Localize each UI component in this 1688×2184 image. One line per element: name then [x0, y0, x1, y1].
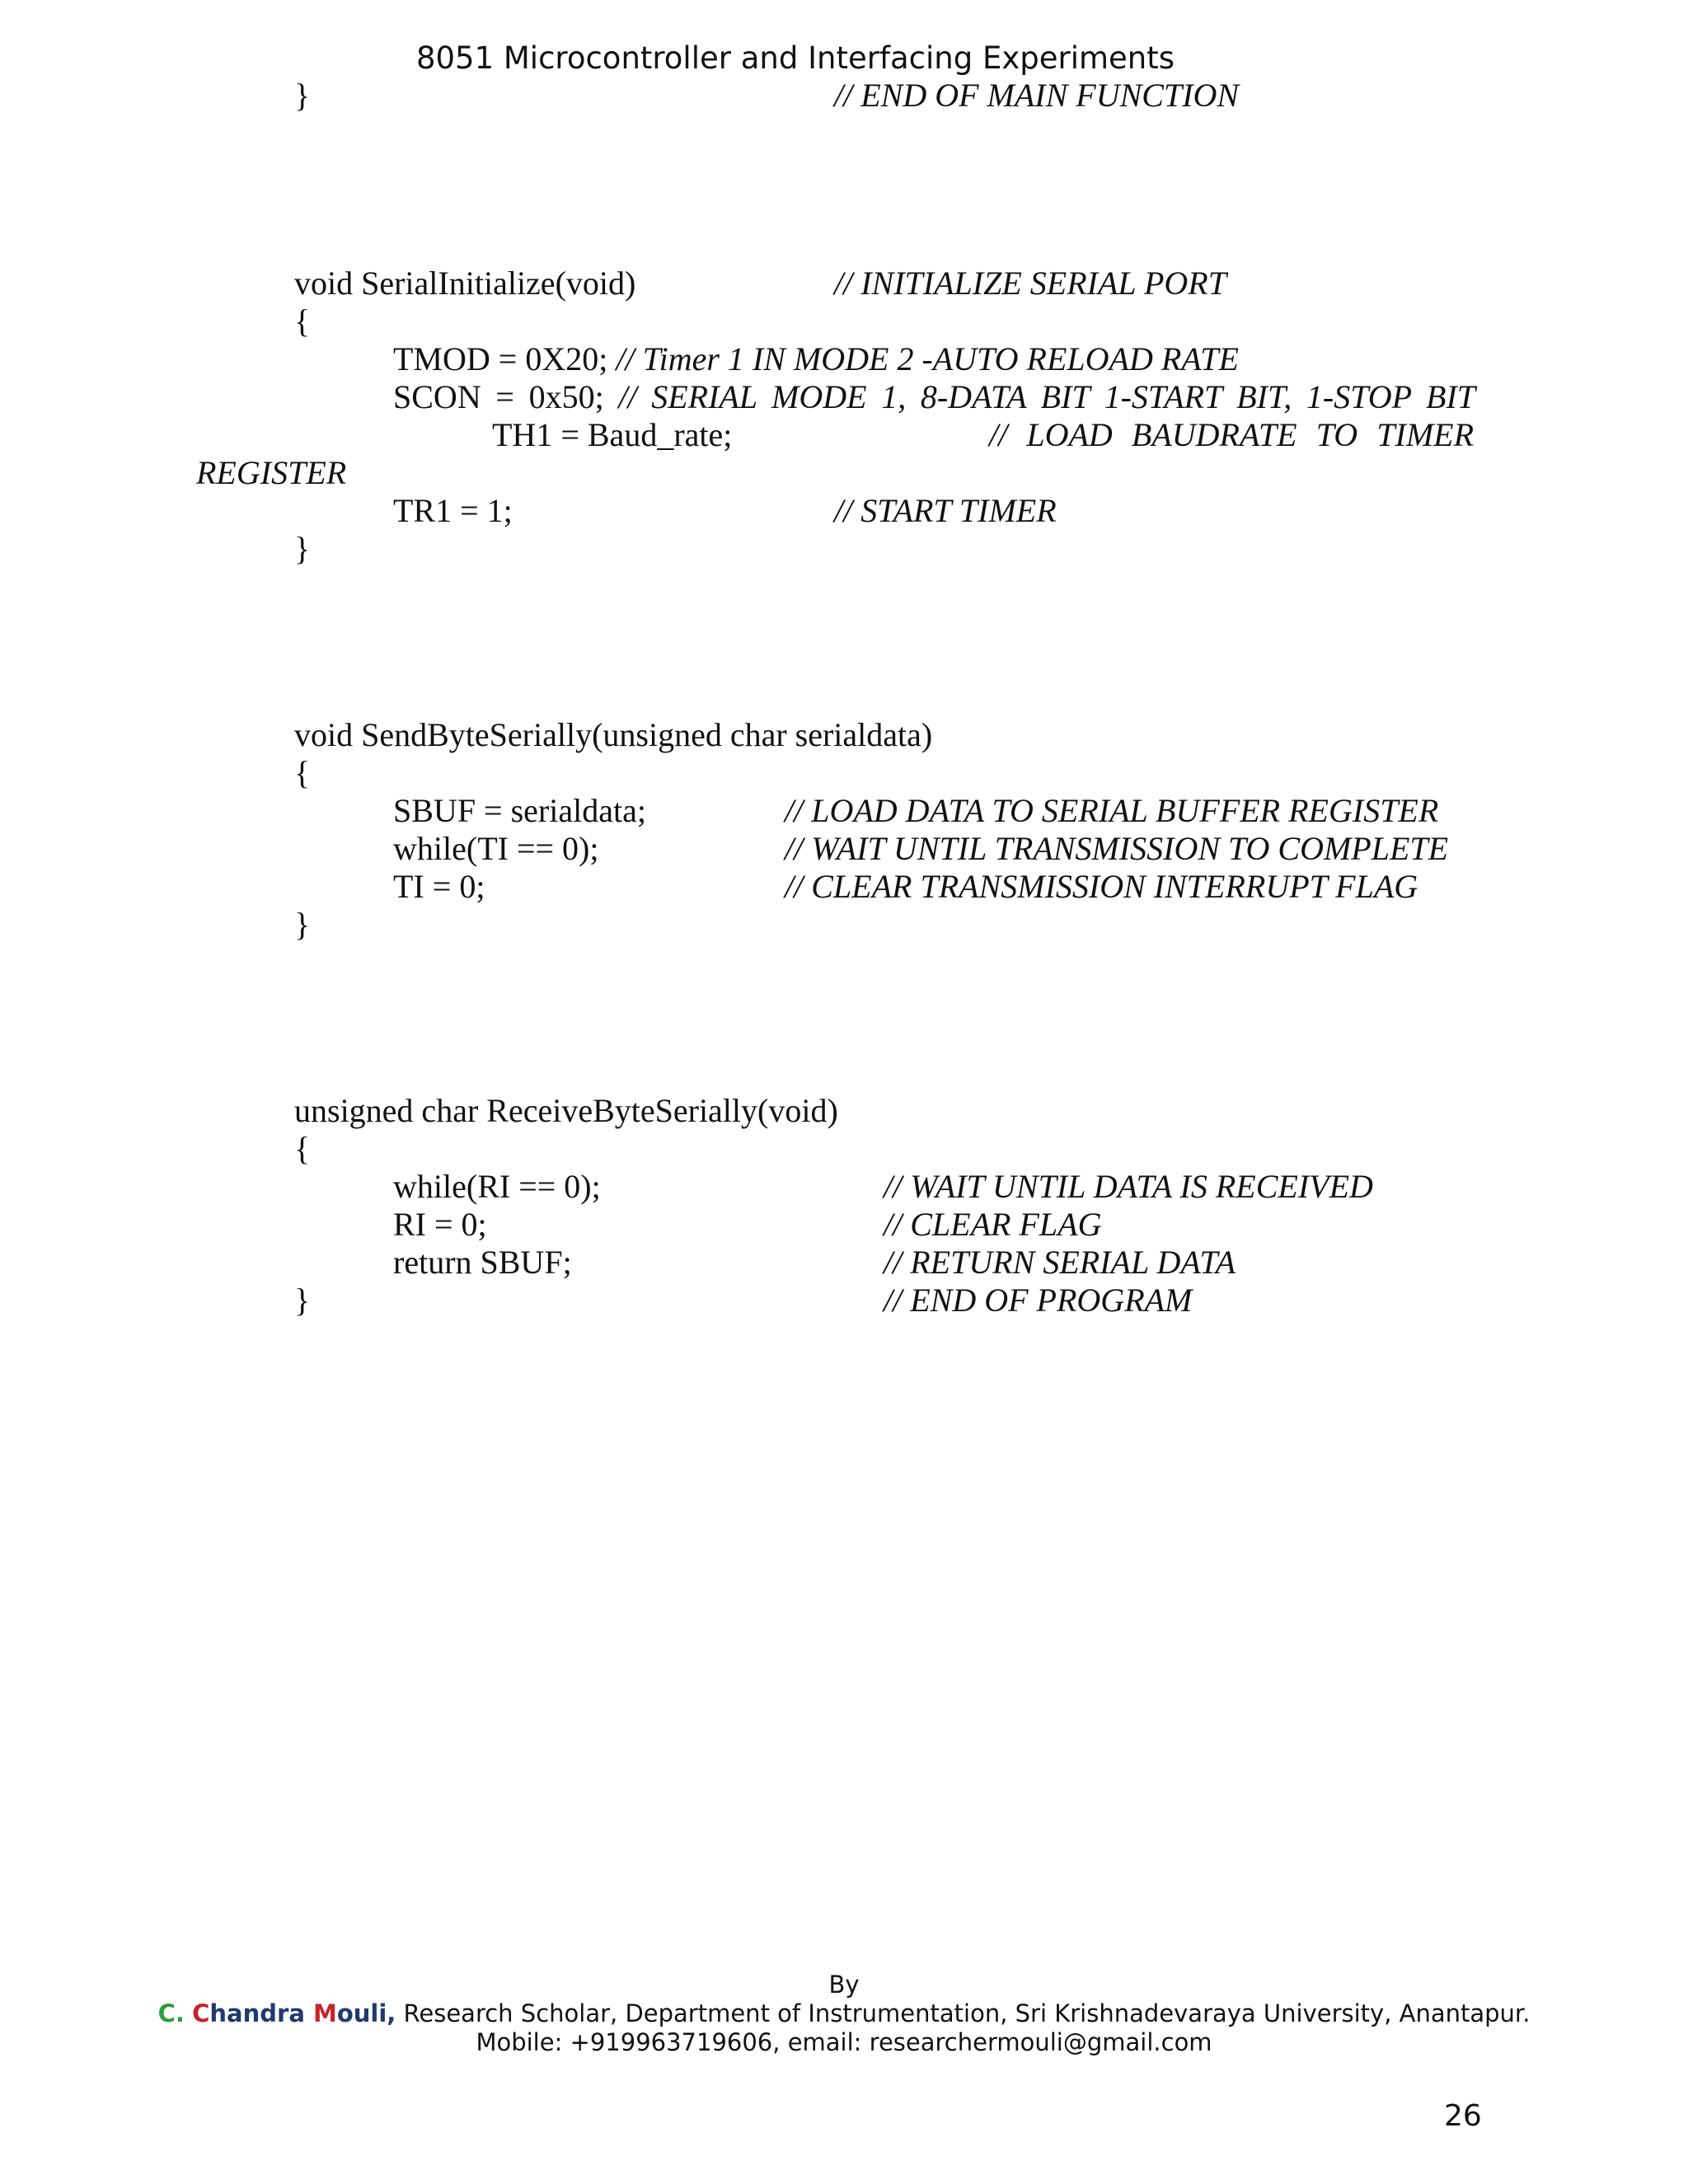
page-header-title: 8051 Microcontroller and Interfacing Experiments: [415, 40, 1175, 76]
return-sbuf-code: return SBUF;: [393, 1244, 572, 1281]
receive-byte-open-brace: {: [294, 1130, 311, 1167]
ri-wait-comment: // WAIT UNTIL DATA IS RECEIVED: [884, 1168, 1373, 1205]
ri-clear-comment: // CLEAR FLAG: [884, 1206, 1102, 1243]
ti-clear-code: TI = 0;: [393, 868, 485, 905]
ti-wait-code: while(TI == 0);: [393, 830, 599, 867]
footer-author-line: [0, 1999, 1688, 2028]
page-number: 26: [1444, 2099, 1482, 2133]
th1-comment: // LOAD BAUDRATE TO TIMER: [989, 416, 1474, 453]
receive-byte-close-brace: }: [294, 1282, 311, 1319]
serial-init-open-brace: {: [294, 302, 311, 340]
return-sbuf-comment: // RETURN SERIAL DATA: [884, 1244, 1236, 1281]
scon-comment: // SERIAL MODE 1, 8-DATA BIT 1-START BIT, 1-STOP BIT: [618, 378, 1476, 415]
scon-code: SCON = 0x50;: [393, 378, 604, 415]
sbuf-code: SBUF = serialdata;: [393, 792, 646, 829]
send-byte-close-brace: }: [294, 906, 311, 943]
ti-clear-comment: // CLEAR TRANSMISSION INTERRUPT FLAG: [785, 868, 1418, 905]
author-affiliation: Research Scholar, Department of Instrumentation, Sri Krishnadevaraya University, Anantapur.: [396, 1999, 1531, 2027]
end-program-comment: // END OF PROGRAM: [884, 1282, 1193, 1319]
th1-code: TH1 = Baud_rate;: [492, 416, 733, 453]
sbuf-comment: // LOAD DATA TO SERIAL BUFFER REGISTER: [785, 792, 1439, 829]
footer-by: By: [828, 1971, 860, 1999]
author-last-letter: M: [313, 1999, 337, 2027]
tr1-code: TR1 = 1;: [393, 492, 513, 529]
footer-contact: Mobile: +919963719606, email: researchermouli@gmail.com: [476, 2028, 1212, 2056]
serial-init-signature: void SerialInitialize(void): [294, 265, 636, 302]
serial-init-close-brace: }: [294, 530, 311, 567]
scon-line: [393, 377, 1475, 417]
tr1-comment: // START TIMER: [834, 492, 1057, 529]
tmod-comment: // Timer 1 IN MODE 2 -AUTO RELOAD RATE: [616, 340, 1239, 377]
th1-comment-wrap: REGISTER: [196, 454, 347, 491]
author-initial: C.: [157, 1999, 185, 2027]
end-main-brace: }: [294, 77, 311, 114]
author-last-rest: ouli,: [336, 1999, 396, 2027]
send-byte-signature: void SendByteSerially(unsigned char serialdata): [294, 716, 933, 753]
send-byte-open-brace: {: [294, 754, 311, 791]
ri-wait-code: while(RI == 0);: [393, 1168, 601, 1205]
ti-wait-comment: // WAIT UNTIL TRANSMISSION TO COMPLETE: [785, 830, 1449, 867]
receive-byte-signature: unsigned char ReceiveByteSerially(void): [294, 1092, 838, 1129]
tmod-code: TMOD = 0X20; // Timer 1 IN MODE 2 -AUTO RELOAD RATE: [393, 340, 1239, 377]
ri-clear-code: RI = 0;: [393, 1206, 487, 1243]
author-first-letter: C: [192, 1999, 210, 2027]
author-first-rest: handra: [209, 1999, 313, 2027]
serial-init-comment: // INITIALIZE SERIAL PORT: [834, 265, 1226, 302]
end-main-comment: // END OF MAIN FUNCTION: [834, 77, 1240, 114]
